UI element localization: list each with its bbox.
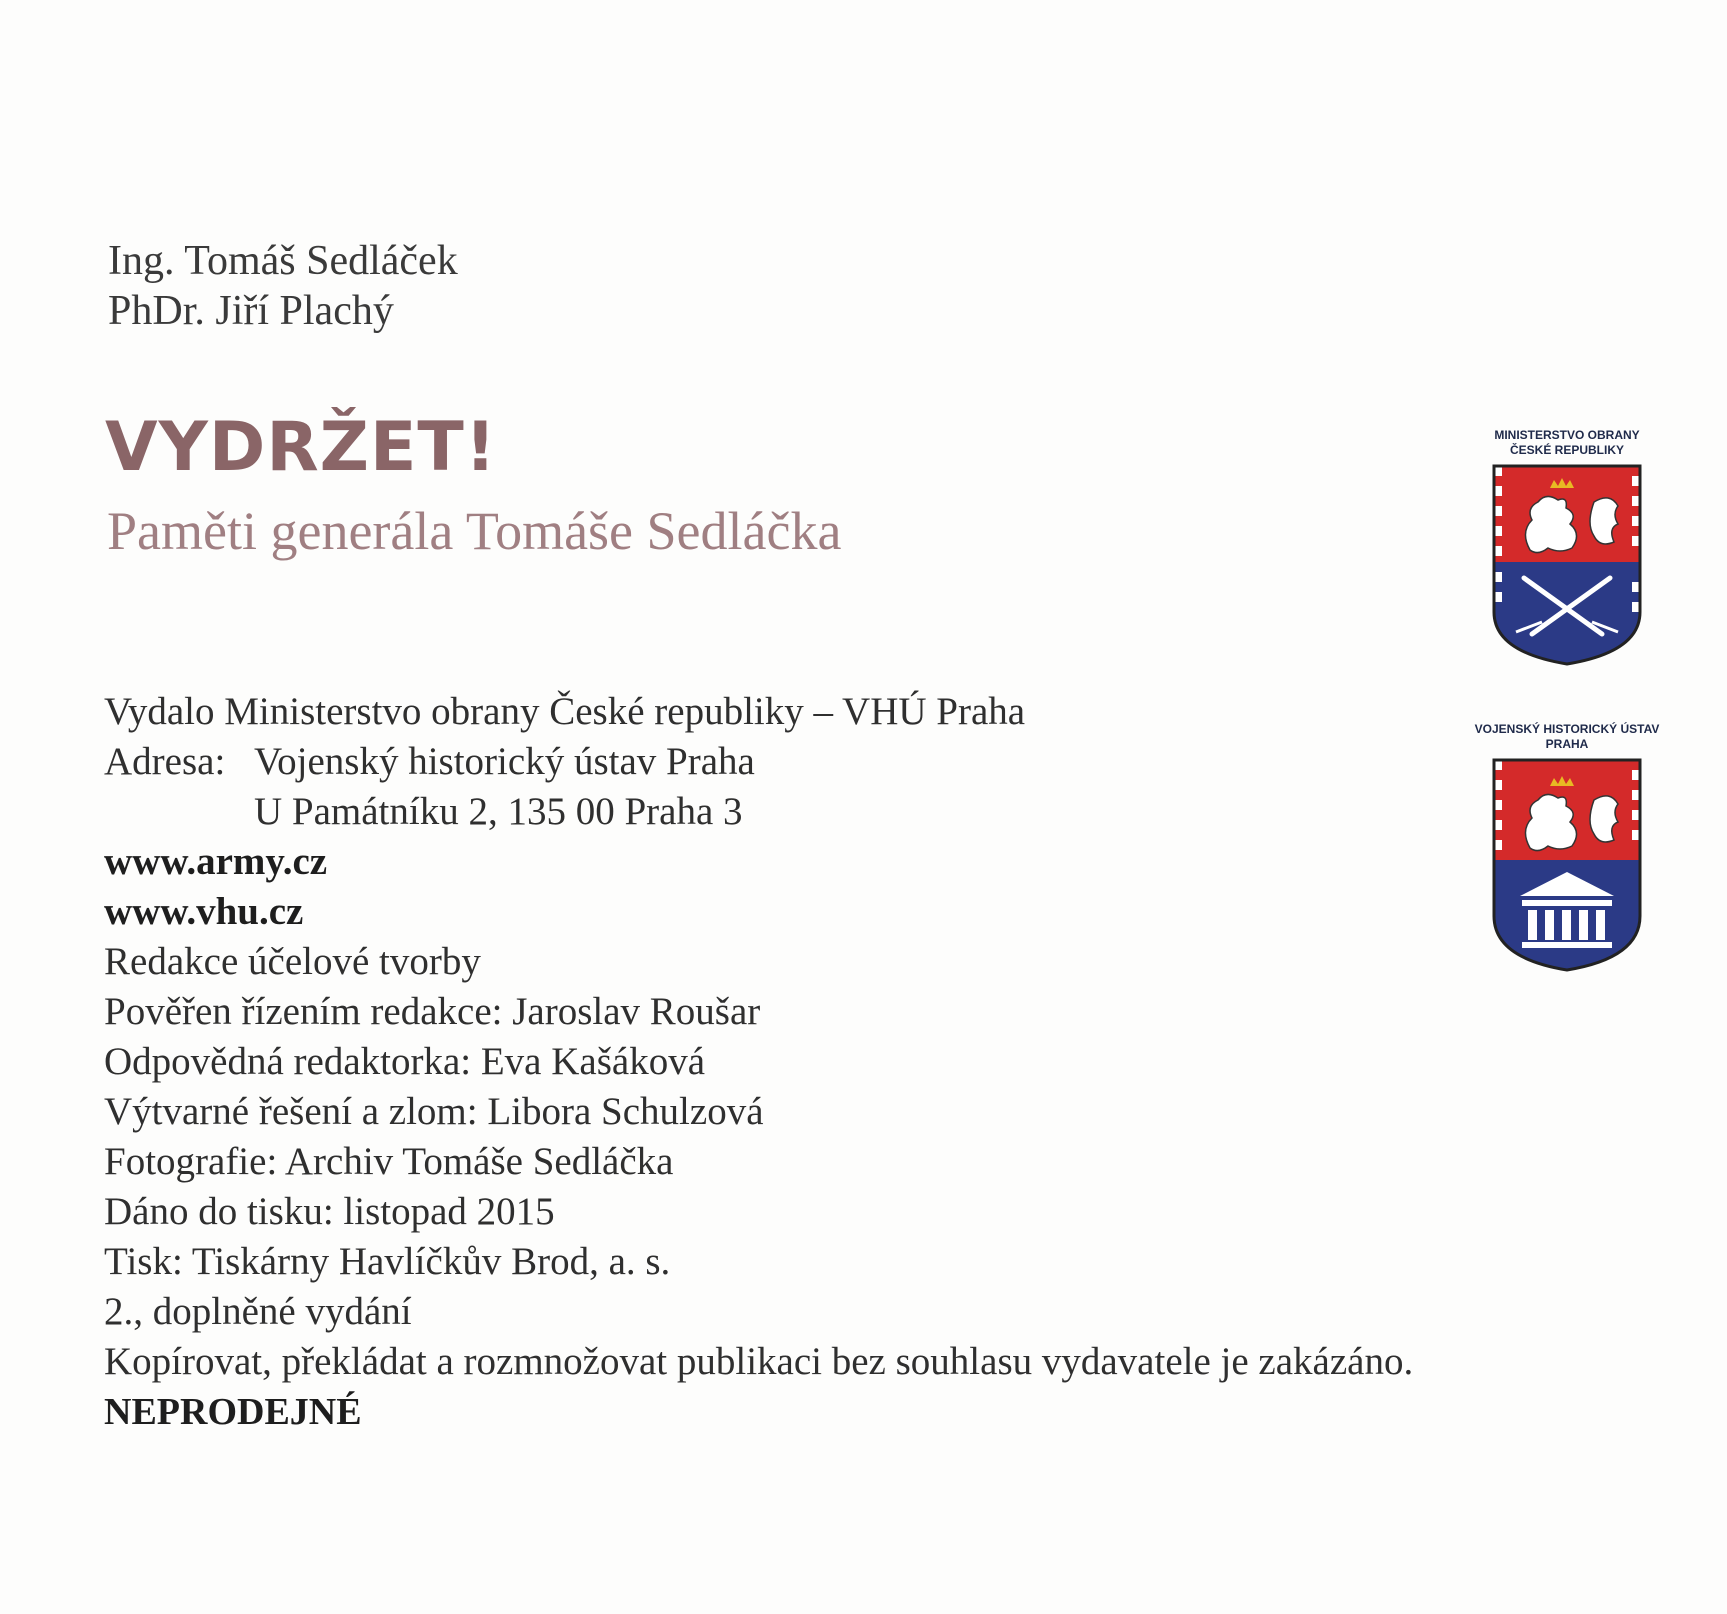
head-editor: Pověřen řízením redakce: Jaroslav Roušar	[104, 990, 761, 1033]
imprint-block	[104, 687, 1413, 1437]
photo-credit: Fotografie: Archiv Tomáše Sedláčka	[104, 1140, 674, 1183]
address	[104, 737, 1413, 787]
book-title: VYDRŽET!	[105, 408, 497, 487]
author-2: PhDr. Jiří Plachý	[108, 288, 394, 334]
address-line-2: U Památníku 2, 135 00 Praha 3	[254, 790, 743, 833]
authors	[108, 236, 458, 336]
design-credit: Výtvarné řešení a zlom: Libora Schulzová	[104, 1090, 764, 1133]
print-date: Dáno do tisku: listopad 2015	[104, 1190, 555, 1233]
ministry-emblem	[1482, 428, 1652, 668]
author-1: Ing. Tomáš Sedláček	[108, 238, 458, 284]
vhu-emblem-caption-1: VOJENSKÝ HISTORICKÝ ÚSTAV	[1474, 722, 1660, 736]
vhu-coat-of-arms-icon	[1490, 756, 1644, 974]
ministry-emblem-caption-2: ČESKÉ REPUBLIKY	[1509, 443, 1625, 457]
publisher: Vydalo Ministerstvo obrany České republiky – VHÚ Praha	[104, 690, 1026, 733]
edition: 2., doplněné vydání	[104, 1290, 412, 1333]
web-link-vhu[interactable]: www.vhu.cz	[104, 890, 304, 933]
ministry-emblem-caption-1: MINISTERSTVO OBRANY	[1494, 428, 1640, 442]
copyright-notice: Kopírovat, překládat a rozmnožovat publikaci bez souhlasu vydavatele je zakázáno.	[104, 1340, 1414, 1383]
responsible-editor: Odpovědná redaktorka: Eva Kašáková	[104, 1040, 706, 1083]
book-subtitle: Paměti generála Tomáše Sedláčka	[107, 501, 842, 561]
web-link-army[interactable]: www.army.cz	[104, 840, 328, 883]
not-for-sale: NEPRODEJNÉ	[104, 1391, 362, 1433]
editorial-department: Redakce účelové tvorby	[104, 940, 481, 983]
ministry-coat-of-arms-icon	[1490, 462, 1644, 668]
vhu-emblem	[1474, 722, 1660, 974]
address-label: Adresa:	[104, 740, 226, 783]
printer: Tisk: Tiskárny Havlíčkův Brod, a. s.	[104, 1240, 671, 1283]
address-line-1: Vojenský historický ústav Praha	[254, 740, 755, 783]
vhu-emblem-caption-2: PRAHA	[1545, 737, 1589, 751]
